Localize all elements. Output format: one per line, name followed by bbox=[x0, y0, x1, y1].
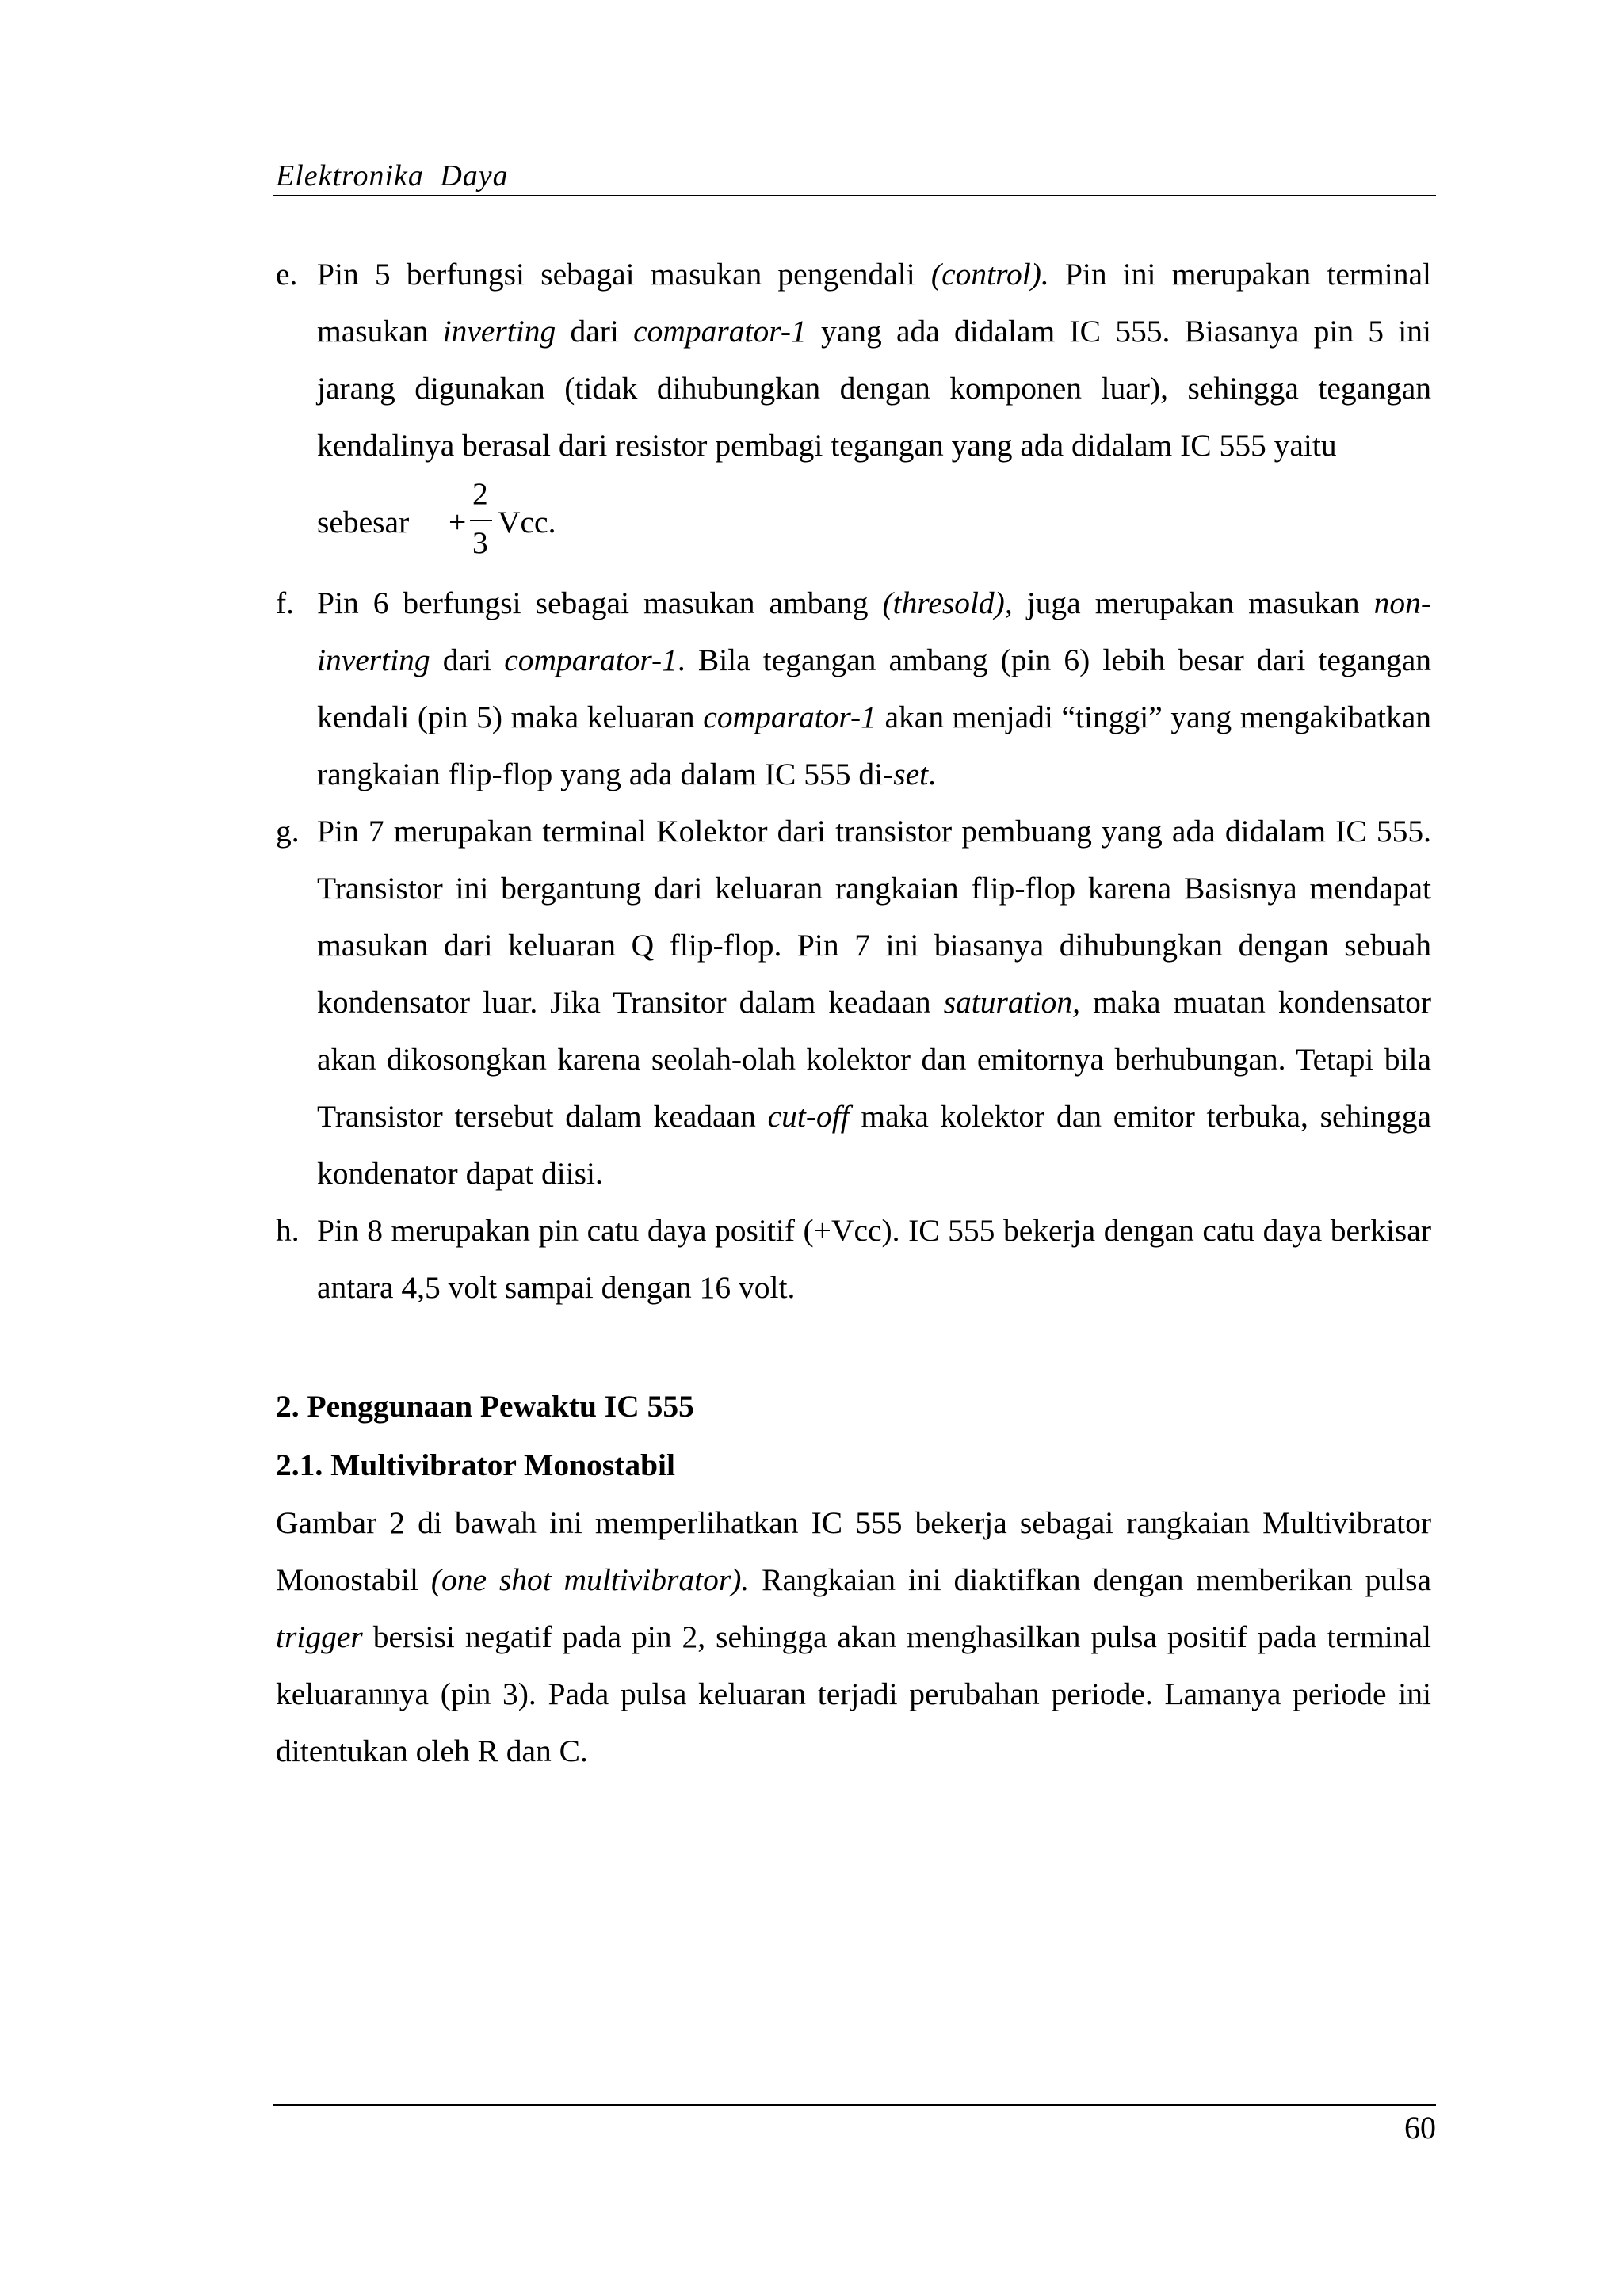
list-item-text: Pin 8 merupakan pin catu daya positif (+Vcc). IC 555 bekerja dengan catu daya berkisar antara 4,5 volt sampai dengan 16 volt. bbox=[317, 1213, 1431, 1305]
subsection-heading: 2.1. Multivibrator Monostabil bbox=[276, 1447, 675, 1482]
formula-sign: + bbox=[449, 505, 467, 540]
header-rule bbox=[273, 195, 1436, 196]
body-paragraph: Gambar 2 di bawah ini memperlihatkan IC 555 bekerja sebagai rangkaian Multivibrator Monostabil (one shot multivibrator). Rangkaian ini diaktifkan dengan memberikan pulsa trigger bersisi negatif pada pin 2, sehingga akan menghasilkan pulsa positif pada terminal keluarannya (pin 3). Pada pulsa keluaran terjadi perubahan periode. Lamanya periode ini ditentukan oleh R dan C. bbox=[276, 1505, 1432, 1768]
fraction-denominator: 3 bbox=[472, 525, 488, 560]
list-item-text: Pin 7 merupakan terminal Kolektor dari transistor pembuang yang ada didalam IC 555. Transistor ini bergantung dari keluaran rangkaian flip-flop karena Basisnya mendapat masukan dari keluaran Q flip-flop. Pin 7 ini biasanya dihubungkan dengan sebuah kondensator luar. Jika Transitor dalam keadaan saturation, maka muatan kondensator akan dikosongkan karena seolah-olah kolektor dan emitornya berhubungan. Tetapi bila Transistor tersebut dalam keadaan cut-off maka kolektor dan emitor terbuka, sehingga kondenator dapat diisi. bbox=[317, 814, 1432, 1191]
fraction-bar bbox=[470, 520, 492, 521]
page-number: 60 bbox=[1404, 2110, 1436, 2145]
footer-rule bbox=[273, 2104, 1436, 2106]
running-header: Elektronika Daya bbox=[276, 159, 509, 193]
list-item-h bbox=[276, 1202, 1431, 1316]
list-marker: f. bbox=[276, 585, 295, 620]
list-item-text: Pin 5 berfungsi sebagai masukan pengendali (control). Pin ini merupakan terminal masukan inverting dari comparator-1 yang ada didalam IC 555. Biasanya pin 5 ini jarang digunakan (tidak dihubungkan dengan komponen luar), sehingga tegangan kendalinya berasal dari resistor pembagi tegangan yang ada didalam IC 555 yaitu bbox=[317, 257, 1431, 463]
list-marker: h. bbox=[276, 1213, 300, 1248]
list-item-f bbox=[276, 574, 1431, 803]
list-item-g bbox=[276, 803, 1431, 1202]
vcc-fraction-formula bbox=[317, 475, 713, 570]
list-marker: g. bbox=[276, 814, 300, 849]
list-item-e bbox=[276, 246, 1431, 474]
list-item-text: Pin 6 berfungsi sebagai masukan ambang (thresold), juga merupakan masukan non-inverting dari comparator-1. Bila tegangan ambang (pin 6) lebih besar dari tegangan kendali (pin 5) maka keluaran comparator-1 akan menjadi “tinggi” yang mengakibatkan rangkaian flip-flop yang ada dalam IC 555 di-set. bbox=[317, 585, 1432, 791]
list-marker: e. bbox=[276, 257, 298, 292]
section-heading: 2. Penggunaan Pewaktu IC 555 bbox=[276, 1389, 694, 1424]
formula-label: sebesar bbox=[317, 505, 410, 540]
fraction-numerator: 2 bbox=[472, 476, 488, 511]
formula-unit: Vcc. bbox=[498, 505, 556, 540]
